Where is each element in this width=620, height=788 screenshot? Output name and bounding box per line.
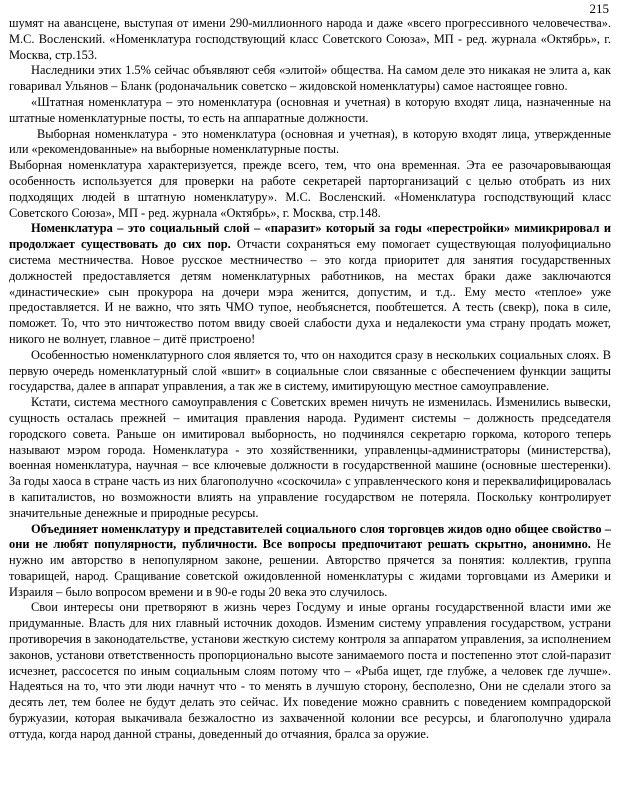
paragraph-5-text: Выборная номенклатура характеризуется, прежде всего, тем, что она временная. Эта ее разочаровывающая особенность используется для проверки на работе секретарей парторганизаций с целью отобрать из них подходящих людей в штатную номенклатуру». М.С. Восленский. «Номенклатура господствующий класс Советского Союза», МП - ред. журнала «Октябрь», г. Москва, стр.148. — [9, 158, 611, 220]
paragraph-5 — [9, 158, 611, 221]
paragraph-9-bold-lead: Объединяет номенклатуру и представителей социального слоя торговцев жидов одно общее свойство – они не любят популярности, публичности. Все вопросы предпочитают решать скрытно, анонимно. — [9, 521, 611, 552]
paragraph-7 — [9, 348, 611, 395]
paragraph-2 — [9, 63, 611, 95]
paragraph-9 — [9, 522, 611, 601]
paragraph-8-text: Кстати, система местного самоуправления с Советских времен ничуть не изменилась. Изменились вывески, сущность осталась прежней – имитация правления народа. Рудимент системы – должность председателя городского совета. Раньше он имитировал выборность, но подчинялся секретарю горкома, которого теперь называют мэром города. Номенклатура - это хозяйственники, управленцы-администраторы (министерства), военная номенклатура, научная – все ключевые должности в государственной машине (основные шестеренки). За годы хаоса в стране часть из них благополучно «соскочила» с управленческого коня и переквалифицировалась в капиталистов, но возможности влиять на управление государством не потеряла. Поскольку контролирует значительные денежные и природные ресурсы. — [9, 395, 611, 520]
paragraph-10-text: Свои интересы они претворяют в жизнь через Госдуму и иные органы государственной власти ими же придуманные. Власть для них главный источник доходов. Изменим систему управления государством, устрани противоречия в законодательстве, установи жесткую систему контроля за аппаратом управления, за исполнением законов, установи ответственность пропорционально высоте занимаемого поста и постепенно этот слой-паразит исчезнет, рассосется по иным социальным слоям потому что – «Рыба ищет, где глубже, а человек где лучше». Надеяться на то, что эти люди начнут что - то менять в лучшую сторону, бесполезно, Они не сделали этого за десять лет, тем более не будут делать это сейчас. Их поведение можно сравнить с поведением компрадорской буржуазии, которая выкачивала безжалостно из захваченной колонии все ресурсы, и благополучно удирала оттуда, когда народ данной страны, доведенный до отчаяния, бралса за оружие. — [9, 600, 611, 741]
paragraph-2-text: Наследники этих 1.5% сейчас объявляют себя «элитой» общества. На самом деле это никакая не элита а, как говаривал Ульянов – Бланк (родоначальник советско – жидовской номенклатуры) самое настоящее говно. — [9, 63, 611, 94]
paragraph-6 — [9, 221, 611, 347]
paragraph-6-bold-lead: Номенклатура – это социальный слой – «паразит» который за годы «перестройки» мимикрировал и продолжает существовать до сих пор. — [9, 221, 611, 252]
paragraph-3 — [9, 95, 611, 127]
paragraph-8 — [9, 395, 611, 521]
paragraph-4-text: Выборная номенклатура - это номенклатура (основная и учетная), в которую входят лица, утвержденные или «рекомендованные» на выборные номенклатурные посты. — [9, 126, 611, 157]
paragraph-3-text: «Штатная номенклатура – это номенклатура (основная и учетная) в которую входят лица, назначенные на штатные номенклатурные посты, то есть на аппаратные должности. — [9, 94, 611, 125]
paragraph-6-text: Отчасти сохраняться ему помогает существующая полуофициально система местничества. Новое русское местничество – это когда приоритет для занятия государственных должностей предоставляется детям номенклатурных работников, на местах браки даже заключаются «династические» сын прокурора на дочери мэра женится, допустим, и т.д.. Ему место «теплое» уже предоставляется. И не важно, что зять ЧМО тупое, необъяснется, пообтешется. А тесть (свекр), пока в силе, поможет. То, что это ничтожество потом ввиду своей слабости духа и недалекости ума страну продать может, никого не волнует, главное – дитё пристроено! — [9, 237, 611, 346]
paragraph-1 — [9, 16, 611, 63]
paragraph-10 — [9, 600, 611, 742]
paragraph-1-text: шумят на авансцене, выступая от имени 290-миллионного народа и даже «всего прогрессивного человечества». М.С. Восленский. «Номенклатура господствующий класс Советского Союза», МП - ред. журнала «Октябрь», г. Москва, стр.153. — [9, 16, 611, 62]
paragraph-4 — [9, 127, 611, 159]
paragraph-7-text: Особенностью номенклатурного слоя является то, что он находится сразу в нескольких социальных слоях. В первую очередь номенклатурный слой «вшит» в социальные слои связанные с обеспечением функции защиты государства, далее в аппарат управления, а так же в систему, имитирующую местное самоуправление. — [9, 347, 611, 394]
page-number: 215 — [589, 1, 609, 16]
paragraph-9-text: Не нужно им авторство в непопулярном законе, решении. Авторство прячется за понятия: коллектив, группа товарищей, народ. Сращивание советской ожидовленной номенклатуры с жидами торговцами из Америки и Израиля – было вопросом времени и в 90-е годы 20 века это случилось. — [9, 537, 612, 599]
